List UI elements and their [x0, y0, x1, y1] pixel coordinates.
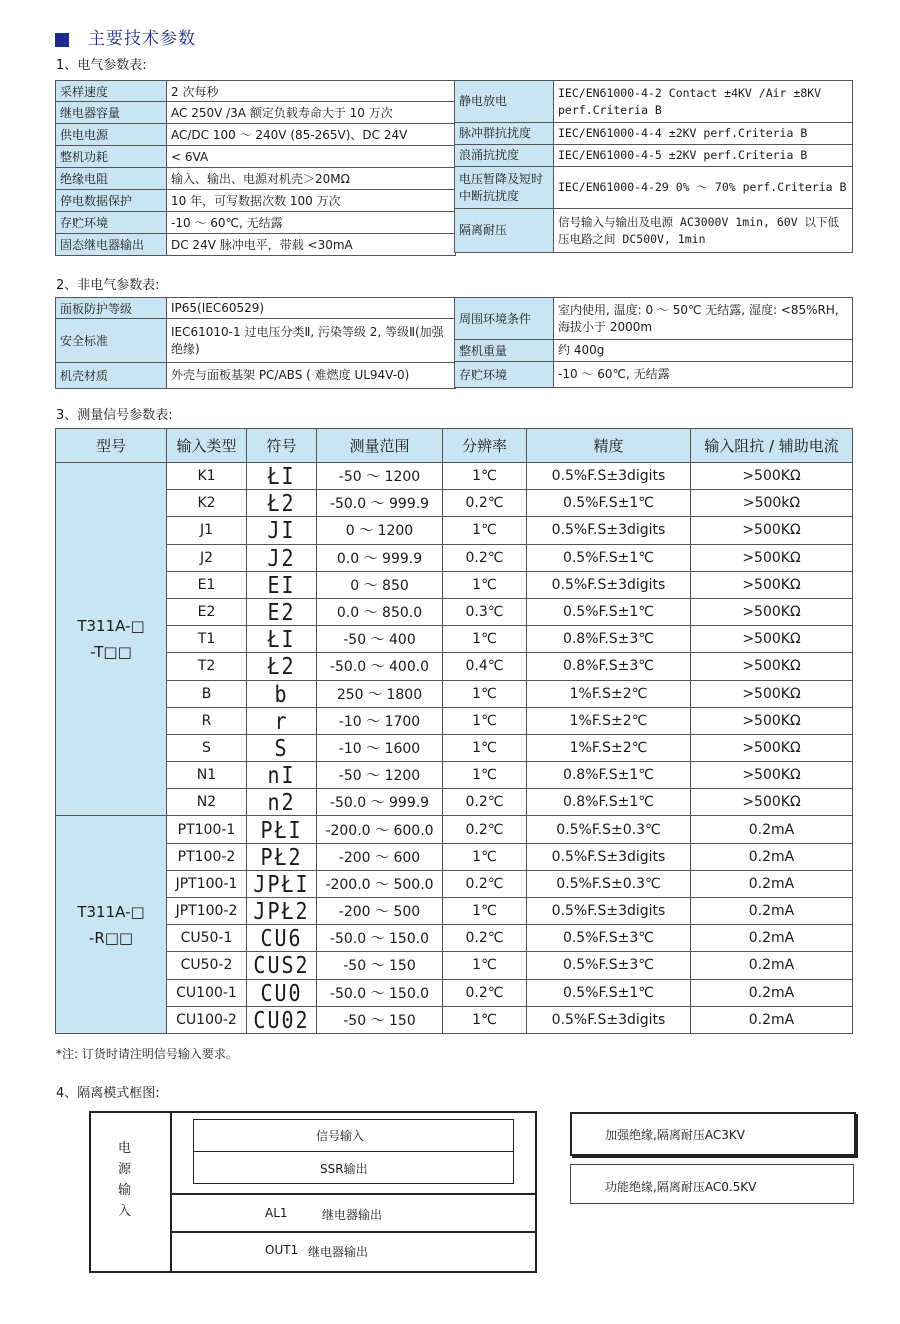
param-label: 采样速度 — [56, 81, 167, 102]
param-label: 隔离耐压 — [455, 209, 554, 253]
symbol-cell — [247, 762, 317, 789]
resolution-cell: 1℃ — [443, 843, 527, 870]
accuracy-cell: 0.8%F.S±3℃ — [527, 626, 691, 653]
display-symbol: CU0 — [260, 979, 303, 1007]
symbol-cell — [247, 734, 317, 761]
display-symbol: Ł2 — [267, 489, 296, 517]
section-isolation-title: 4、隔离模式框图: — [56, 1086, 160, 1101]
display-symbol: PŁI — [260, 815, 303, 844]
param-row — [455, 123, 853, 145]
accuracy-cell: 0.8%F.S±1℃ — [527, 762, 691, 789]
model-line: T311A-□ — [77, 902, 145, 921]
impedance-cell: 0.2mA — [691, 925, 853, 952]
resolution-cell: 1℃ — [443, 1006, 527, 1033]
impedance-cell: 0.2mA — [691, 816, 853, 843]
param-value: IEC61010-1 过电压分类Ⅱ, 污染等级 2, 等级Ⅱ(加强绝缘) — [167, 319, 456, 363]
display-symbol: n2 — [267, 788, 296, 816]
non-electrical-table-left — [55, 297, 456, 389]
accuracy-cell: 1%F.S±2℃ — [527, 734, 691, 761]
param-row — [56, 124, 456, 146]
symbol-cell — [247, 870, 317, 897]
display-symbol: CUS2 — [253, 951, 310, 980]
resolution-cell: 1℃ — [443, 463, 527, 490]
accuracy-cell: 0.5%F.S±3digits — [527, 463, 691, 490]
param-value: IEC/EN61000-4-2 Contact ±4KV /Air ±8KV perf.Criteria B — [554, 81, 853, 123]
symbol-cell — [247, 789, 317, 816]
legend-functional-label: 功能绝缘,隔离耐压AC0.5KV — [605, 1180, 757, 1194]
ssr-output-label: SSR输出 — [320, 1162, 368, 1176]
out1-label: OUT1 — [265, 1243, 299, 1257]
impedance-cell: >500kΩ — [691, 490, 853, 517]
non-electrical-table-right — [454, 297, 853, 388]
symbol-cell — [247, 816, 317, 843]
param-row — [56, 212, 456, 234]
model-suffix: -R□□ — [88, 928, 134, 947]
display-symbol: ŁI — [267, 625, 296, 653]
param-row — [56, 146, 456, 168]
input-type-cell: CU50-1 — [167, 925, 247, 952]
param-row — [56, 363, 456, 389]
impedance-cell: >500KΩ — [691, 544, 853, 571]
param-value: IEC/EN61000-4-4 ±2KV perf.Criteria B — [554, 123, 853, 145]
input-type-cell: J1 — [167, 517, 247, 544]
range-cell: -50.0 ～ 150.0 — [317, 925, 443, 952]
input-type-cell: CU50-2 — [167, 952, 247, 979]
input-type-cell: N1 — [167, 762, 247, 789]
impedance-cell: >500KΩ — [691, 463, 853, 490]
display-symbol: JPŁI — [253, 870, 310, 898]
table-row — [56, 598, 853, 625]
param-row — [56, 234, 456, 256]
param-label: 绝缘电阻 — [56, 168, 167, 190]
accuracy-cell: 0.5%F.S±3digits — [527, 843, 691, 870]
range-cell: -50 ～ 400 — [317, 626, 443, 653]
param-value: IEC/EN61000-4-29 0% ～ 70% perf.Criteria B — [554, 167, 853, 209]
symbol-cell — [247, 1006, 317, 1033]
input-type-cell: CU100-1 — [167, 979, 247, 1006]
range-cell: -10 ～ 1700 — [317, 707, 443, 734]
accuracy-cell: 0.8%F.S±3℃ — [527, 653, 691, 680]
section-non-electrical-title: 2、非电气参数表: — [56, 278, 160, 293]
electrical-table-left — [55, 80, 456, 256]
electrical-table-right — [454, 80, 853, 253]
resolution-cell: 0.2℃ — [443, 925, 527, 952]
accuracy-cell: 0.5%F.S±1℃ — [527, 544, 691, 571]
al1-relay-label: 继电器输出 — [322, 1208, 383, 1222]
accuracy-cell: 0.5%F.S±3digits — [527, 571, 691, 598]
table-row — [56, 653, 853, 680]
display-symbol: CU6 — [260, 924, 303, 952]
title-marker — [55, 33, 69, 47]
symbol-cell — [247, 626, 317, 653]
symbol-cell — [247, 680, 317, 707]
param-value: -10 ～ 60℃, 无结露 — [167, 212, 456, 234]
column-header: 型号 — [56, 429, 167, 463]
resolution-cell: 1℃ — [443, 734, 527, 761]
display-symbol: JPŁ2 — [253, 897, 310, 925]
input-type-cell: K2 — [167, 490, 247, 517]
input-type-cell: PT100-2 — [167, 843, 247, 870]
resolution-cell: 0.2℃ — [443, 816, 527, 843]
param-row — [455, 209, 853, 253]
symbol-cell — [247, 707, 317, 734]
input-type-cell: J2 — [167, 544, 247, 571]
impedance-cell: >500KΩ — [691, 517, 853, 544]
table-row — [56, 680, 853, 707]
input-type-cell: JPT100-1 — [167, 870, 247, 897]
model-line: T311A-□ — [77, 617, 145, 636]
accuracy-cell: 1%F.S±2℃ — [527, 680, 691, 707]
table-row — [56, 979, 853, 1006]
impedance-cell: >500KΩ — [691, 789, 853, 816]
accuracy-cell: 0.5%F.S±0.3℃ — [527, 816, 691, 843]
range-cell: 0 ～ 1200 — [317, 517, 443, 544]
range-cell: -50 ～ 1200 — [317, 463, 443, 490]
resolution-cell: 0.2℃ — [443, 544, 527, 571]
param-label: 电压暂降及短时中断抗扰度 — [455, 167, 554, 209]
legend-reinforced-label: 加强绝缘,隔离耐压AC3KV — [605, 1128, 745, 1142]
resolution-cell: 1℃ — [443, 680, 527, 707]
param-label: 固态继电器输出 — [56, 234, 167, 256]
table-row — [56, 490, 853, 517]
display-symbol: Ł2 — [267, 652, 296, 680]
table-row — [56, 571, 853, 598]
input-type-cell: E2 — [167, 598, 247, 625]
param-value: 约 400g — [554, 340, 853, 362]
param-row — [56, 81, 456, 102]
range-cell: -10 ～ 1600 — [317, 734, 443, 761]
accuracy-cell: 0.5%F.S±3digits — [527, 1006, 691, 1033]
param-value: IEC/EN61000-4-5 ±2KV perf.Criteria B — [554, 145, 853, 167]
param-row — [455, 362, 853, 388]
symbol-cell — [247, 952, 317, 979]
symbol-cell — [247, 653, 317, 680]
accuracy-cell: 0.8%F.S±1℃ — [527, 789, 691, 816]
table-row — [56, 734, 853, 761]
param-value: < 6VA — [167, 146, 456, 168]
symbol-cell — [247, 898, 317, 925]
param-value: DC 24V 脉冲电平，带载 <30mA — [167, 234, 456, 256]
measurement-table — [55, 428, 853, 1034]
display-symbol: S — [274, 734, 289, 762]
param-value: 2 次每秒 — [167, 81, 456, 102]
symbol-cell — [247, 843, 317, 870]
symbol-cell — [247, 544, 317, 571]
param-label: 静电放电 — [455, 81, 554, 123]
input-type-cell: T2 — [167, 653, 247, 680]
al1-label: AL1 — [265, 1206, 288, 1220]
impedance-cell: >500KΩ — [691, 626, 853, 653]
param-label: 整机重量 — [455, 340, 554, 362]
table-row — [56, 463, 853, 490]
impedance-cell: >500KΩ — [691, 680, 853, 707]
param-label: 停电数据保护 — [56, 190, 167, 212]
param-row — [455, 167, 853, 209]
range-cell: 0.0 ～ 999.9 — [317, 544, 443, 571]
out1-relay-label: 继电器输出 — [308, 1245, 369, 1259]
param-value: AC/DC 100 ～ 240V (85-265V)、DC 24V — [167, 124, 456, 146]
display-symbol: CU02 — [253, 1006, 310, 1034]
accuracy-cell: 0.5%F.S±0.3℃ — [527, 870, 691, 897]
range-cell: -200.0 ～ 500.0 — [317, 870, 443, 897]
param-row — [455, 340, 853, 362]
resolution-cell: 0.3℃ — [443, 598, 527, 625]
display-symbol: EI — [267, 571, 296, 599]
impedance-cell: >500KΩ — [691, 707, 853, 734]
impedance-cell: 0.2mA — [691, 870, 853, 897]
param-value: AC 250V /3A 额定负载寿命大于 10 万次 — [167, 102, 456, 124]
input-type-cell: PT100-1 — [167, 816, 247, 843]
param-label: 继电器容量 — [56, 102, 167, 124]
impedance-cell: >500KΩ — [691, 653, 853, 680]
table-row — [56, 707, 853, 734]
symbol-cell — [247, 979, 317, 1006]
param-value: 外壳与面板基架 PC/ABS ( 难燃度 UL94V-0) — [167, 363, 456, 389]
order-note: *注: 订货时请注明信号输入要求。 — [56, 1047, 238, 1061]
symbol-cell — [247, 463, 317, 490]
param-row — [56, 102, 456, 124]
model-cell — [56, 463, 167, 816]
range-cell: -50.0 ～ 400.0 — [317, 653, 443, 680]
impedance-cell: >500KΩ — [691, 598, 853, 625]
range-cell: -50 ～ 1200 — [317, 762, 443, 789]
table-row — [56, 544, 853, 571]
range-cell: -50.0 ～ 999.9 — [317, 789, 443, 816]
resolution-cell: 1℃ — [443, 707, 527, 734]
resolution-cell: 1℃ — [443, 898, 527, 925]
resolution-cell: 0.2℃ — [443, 870, 527, 897]
impedance-cell: >500KΩ — [691, 571, 853, 598]
range-cell: -200 ～ 600 — [317, 843, 443, 870]
param-row — [56, 190, 456, 212]
input-type-cell: E1 — [167, 571, 247, 598]
table-row — [56, 626, 853, 653]
accuracy-cell: 1%F.S±2℃ — [527, 707, 691, 734]
param-label: 存贮环境 — [455, 362, 554, 388]
param-label: 存贮环境 — [56, 212, 167, 234]
param-label: 整机功耗 — [56, 146, 167, 168]
impedance-cell: >500KΩ — [691, 734, 853, 761]
param-row — [56, 319, 456, 363]
table-row — [56, 1006, 853, 1033]
display-symbol: E2 — [267, 598, 296, 626]
table-row — [56, 789, 853, 816]
param-label: 安全标准 — [56, 319, 167, 363]
symbol-cell — [247, 925, 317, 952]
model-cell — [56, 816, 167, 1034]
accuracy-cell: 0.5%F.S±3℃ — [527, 925, 691, 952]
param-value: -10 ～ 60℃, 无结露 — [554, 362, 853, 388]
range-cell: -50 ～ 150 — [317, 1006, 443, 1033]
table-row — [56, 762, 853, 789]
signal-input-label: 信号输入 — [316, 1129, 365, 1143]
input-type-cell: K1 — [167, 463, 247, 490]
table-row — [56, 898, 853, 925]
display-symbol: JI — [267, 516, 296, 545]
param-label: 浪涌抗扰度 — [455, 145, 554, 167]
input-type-cell: R — [167, 707, 247, 734]
input-type-cell: T1 — [167, 626, 247, 653]
impedance-cell: 0.2mA — [691, 952, 853, 979]
column-header: 分辨率 — [443, 429, 527, 463]
param-row — [455, 81, 853, 123]
column-header: 符号 — [247, 429, 317, 463]
resolution-cell: 0.2℃ — [443, 789, 527, 816]
table-row — [56, 843, 853, 870]
range-cell: -50.0 ～ 999.9 — [317, 490, 443, 517]
symbol-cell — [247, 517, 317, 544]
display-symbol: PŁ2 — [260, 843, 303, 871]
param-value: IP65(IEC60529) — [167, 298, 456, 319]
param-value: 室内使用, 温度: 0 ～ 50℃ 无结露, 湿度: <85%RH, 海拔小于 2000m — [554, 298, 853, 340]
param-row — [56, 298, 456, 319]
table-row — [56, 816, 853, 843]
display-symbol: nI — [267, 761, 296, 789]
table-row — [56, 517, 853, 544]
input-type-cell: JPT100-2 — [167, 898, 247, 925]
param-value: 输入、输出、电源对机壳＞20MΩ — [167, 168, 456, 190]
power-input-label: 电源输入 — [118, 1141, 132, 1219]
display-symbol: ŁI — [267, 462, 296, 490]
resolution-cell: 0.4℃ — [443, 653, 527, 680]
accuracy-cell: 0.5%F.S±3digits — [527, 517, 691, 544]
section-measurement-title: 3、测量信号参数表: — [56, 408, 173, 423]
table-row — [56, 925, 853, 952]
resolution-cell: 0.2℃ — [443, 979, 527, 1006]
resolution-cell: 1℃ — [443, 517, 527, 544]
input-type-cell: S — [167, 734, 247, 761]
accuracy-cell: 0.5%F.S±1℃ — [527, 598, 691, 625]
range-cell: 0 ～ 850 — [317, 571, 443, 598]
display-symbol: b — [274, 680, 289, 708]
section-electrical-title: 1、电气参数表: — [56, 58, 147, 73]
column-header: 精度 — [527, 429, 691, 463]
display-symbol: r — [274, 707, 289, 735]
table-row — [56, 870, 853, 897]
range-cell: -50.0 ～ 150.0 — [317, 979, 443, 1006]
resolution-cell: 0.2℃ — [443, 490, 527, 517]
input-type-cell: CU100-2 — [167, 1006, 247, 1033]
accuracy-cell: 0.5%F.S±3℃ — [527, 952, 691, 979]
range-cell: -200 ～ 500 — [317, 898, 443, 925]
param-label: 周围环境条件 — [455, 298, 554, 340]
column-header: 输入阻抗 / 辅助电流 — [691, 429, 853, 463]
range-cell: -200.0 ～ 600.0 — [317, 816, 443, 843]
resolution-cell: 1℃ — [443, 626, 527, 653]
range-cell: 0.0 ～ 850.0 — [317, 598, 443, 625]
param-row — [455, 298, 853, 340]
param-value: 10 年，可写数据次数 100 万次 — [167, 190, 456, 212]
accuracy-cell: 0.5%F.S±3digits — [527, 898, 691, 925]
param-label: 面板防护等级 — [56, 298, 167, 319]
impedance-cell: 0.2mA — [691, 843, 853, 870]
symbol-cell — [247, 490, 317, 517]
symbol-cell — [247, 571, 317, 598]
param-label: 供电电源 — [56, 124, 167, 146]
impedance-cell: >500KΩ — [691, 762, 853, 789]
param-row — [455, 145, 853, 167]
param-label: 机壳材质 — [56, 363, 167, 389]
range-cell: -50 ～ 150 — [317, 952, 443, 979]
input-type-cell: N2 — [167, 789, 247, 816]
accuracy-cell: 0.5%F.S±1℃ — [527, 490, 691, 517]
resolution-cell: 1℃ — [443, 952, 527, 979]
input-type-cell: B — [167, 680, 247, 707]
impedance-cell: 0.2mA — [691, 979, 853, 1006]
resolution-cell: 1℃ — [443, 762, 527, 789]
symbol-cell — [247, 598, 317, 625]
range-cell: 250 ～ 1800 — [317, 680, 443, 707]
column-header: 测量范围 — [317, 429, 443, 463]
resolution-cell: 1℃ — [443, 571, 527, 598]
impedance-cell: 0.2mA — [691, 898, 853, 925]
page-title: 主要技术参数 — [88, 29, 196, 49]
model-suffix: -T□□ — [90, 643, 132, 662]
param-row — [56, 168, 456, 190]
table-row — [56, 952, 853, 979]
accuracy-cell: 0.5%F.S±1℃ — [527, 979, 691, 1006]
column-header: 输入类型 — [167, 429, 247, 463]
impedance-cell: 0.2mA — [691, 1006, 853, 1033]
param-label: 脉冲群抗扰度 — [455, 123, 554, 145]
display-symbol: J2 — [267, 544, 296, 572]
param-value: 信号输入与输出及电源 AC3000V 1min, 60V 以下低压电路之间 DC500V, 1min — [554, 209, 853, 253]
